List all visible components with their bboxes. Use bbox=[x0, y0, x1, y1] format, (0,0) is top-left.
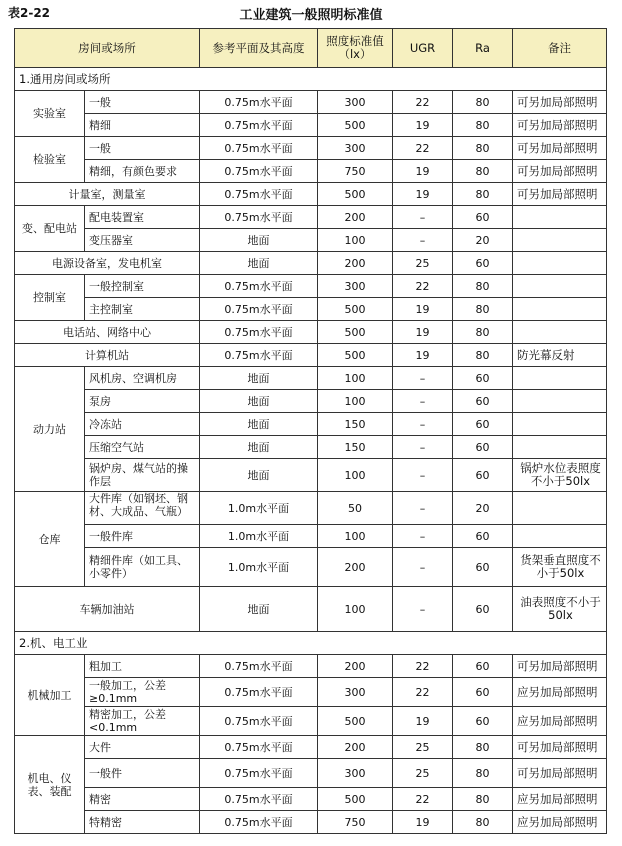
table-row bbox=[15, 344, 607, 367]
ra-cell: 80 bbox=[453, 811, 513, 834]
ra-cell: 80 bbox=[453, 160, 513, 183]
group-cell: 实验室 bbox=[15, 91, 85, 137]
room-cell: 风机房、空调机房 bbox=[85, 367, 200, 390]
table-row bbox=[15, 137, 607, 160]
plane-cell: 0.75m水平面 bbox=[200, 206, 318, 229]
ugr-cell: 19 bbox=[393, 298, 453, 321]
ugr-cell: – bbox=[393, 525, 453, 548]
room-cell: 压缩空气站 bbox=[85, 436, 200, 459]
room-cell: 电源设备室，发电机室 bbox=[15, 252, 200, 275]
room-cell: 精细 bbox=[85, 114, 200, 137]
plane-cell: 地面 bbox=[200, 229, 318, 252]
note-cell bbox=[513, 252, 607, 275]
ugr-cell: – bbox=[393, 229, 453, 252]
plane-cell: 1.0m水平面 bbox=[200, 548, 318, 587]
plane-cell: 地面 bbox=[200, 459, 318, 492]
room-cell: 计算机站 bbox=[15, 344, 200, 367]
ugr-cell: – bbox=[393, 413, 453, 436]
room-cell: 泵房 bbox=[85, 390, 200, 413]
lux-cell: 500 bbox=[318, 298, 393, 321]
ra-cell: 20 bbox=[453, 229, 513, 252]
ra-cell: 60 bbox=[453, 707, 513, 736]
table-row bbox=[15, 275, 607, 298]
room-cell: 计量室，测量室 bbox=[15, 183, 200, 206]
plane-cell: 0.75m水平面 bbox=[200, 811, 318, 834]
lux-cell: 200 bbox=[318, 206, 393, 229]
room-cell: 精细件库（如工具、小零件） bbox=[85, 548, 200, 587]
ugr-cell: 19 bbox=[393, 344, 453, 367]
table-row bbox=[15, 390, 607, 413]
table-title: 工业建筑一般照明标准值 bbox=[239, 8, 383, 23]
note-cell: 可另加局部照明 bbox=[513, 183, 607, 206]
ra-cell: 60 bbox=[453, 525, 513, 548]
ugr-cell: – bbox=[393, 459, 453, 492]
ra-cell: 60 bbox=[453, 587, 513, 632]
ugr-cell: 22 bbox=[393, 788, 453, 811]
ra-cell: 60 bbox=[453, 390, 513, 413]
ugr-cell: 19 bbox=[393, 160, 453, 183]
group-cell: 控制室 bbox=[15, 275, 85, 321]
lux-cell: 500 bbox=[318, 321, 393, 344]
note-cell: 应另加局部照明 bbox=[513, 811, 607, 834]
ra-cell: 60 bbox=[453, 206, 513, 229]
ra-cell: 20 bbox=[453, 492, 513, 525]
ugr-cell: 19 bbox=[393, 811, 453, 834]
table-row bbox=[15, 183, 607, 206]
note-cell bbox=[513, 367, 607, 390]
section-row bbox=[15, 632, 607, 655]
ugr-cell: 22 bbox=[393, 678, 453, 707]
lux-cell: 100 bbox=[318, 459, 393, 492]
ra-cell: 80 bbox=[453, 321, 513, 344]
note-cell bbox=[513, 390, 607, 413]
plane-cell: 0.75m水平面 bbox=[200, 655, 318, 678]
room-cell: 锅炉房、煤气站的操作层 bbox=[85, 459, 200, 492]
lux-cell: 200 bbox=[318, 548, 393, 587]
group-cell: 机械加工 bbox=[15, 655, 85, 736]
lux-cell: 150 bbox=[318, 413, 393, 436]
section-title: 1.通用房间或场所 bbox=[15, 68, 607, 91]
table-row bbox=[15, 91, 607, 114]
room-cell: 一般加工，公差≥0.1mm bbox=[85, 678, 200, 707]
note-cell: 应另加局部照明 bbox=[513, 707, 607, 736]
ugr-cell: – bbox=[393, 548, 453, 587]
room-cell: 车辆加油站 bbox=[15, 587, 200, 632]
ra-cell: 60 bbox=[453, 436, 513, 459]
table-row bbox=[15, 736, 607, 759]
ugr-cell: 19 bbox=[393, 183, 453, 206]
plane-cell: 0.75m水平面 bbox=[200, 344, 318, 367]
plane-cell: 0.75m水平面 bbox=[200, 678, 318, 707]
header-plane: 参考平面及其高度 bbox=[200, 29, 318, 68]
note-cell: 应另加局部照明 bbox=[513, 678, 607, 707]
table-row bbox=[15, 206, 607, 229]
lux-cell: 300 bbox=[318, 759, 393, 788]
table-caption bbox=[0, 0, 622, 22]
room-cell: 特精密 bbox=[85, 811, 200, 834]
room-cell: 一般件库 bbox=[85, 525, 200, 548]
lux-cell: 300 bbox=[318, 275, 393, 298]
room-cell: 精细，有颜色要求 bbox=[85, 160, 200, 183]
ra-cell: 80 bbox=[453, 114, 513, 137]
table-row bbox=[15, 587, 607, 632]
room-cell: 配电装置室 bbox=[85, 206, 200, 229]
lux-cell: 100 bbox=[318, 525, 393, 548]
group-cell: 动力站 bbox=[15, 367, 85, 492]
plane-cell: 地面 bbox=[200, 436, 318, 459]
note-cell: 油表照度不小于50lx bbox=[513, 587, 607, 632]
ra-cell: 60 bbox=[453, 413, 513, 436]
lux-cell: 100 bbox=[318, 229, 393, 252]
lux-cell: 100 bbox=[318, 367, 393, 390]
room-cell: 一般 bbox=[85, 137, 200, 160]
ra-cell: 80 bbox=[453, 298, 513, 321]
ugr-cell: – bbox=[393, 390, 453, 413]
table-row bbox=[15, 548, 607, 587]
note-cell bbox=[513, 413, 607, 436]
header-note: 备注 bbox=[513, 29, 607, 68]
lux-cell: 100 bbox=[318, 587, 393, 632]
table-row bbox=[15, 525, 607, 548]
ra-cell: 80 bbox=[453, 344, 513, 367]
lux-cell: 500 bbox=[318, 183, 393, 206]
ra-cell: 80 bbox=[453, 275, 513, 298]
table-row bbox=[15, 298, 607, 321]
note-cell: 可另加局部照明 bbox=[513, 736, 607, 759]
table-row bbox=[15, 229, 607, 252]
plane-cell: 0.75m水平面 bbox=[200, 275, 318, 298]
room-cell: 电话站、网络中心 bbox=[15, 321, 200, 344]
lux-cell: 750 bbox=[318, 160, 393, 183]
ugr-cell: 22 bbox=[393, 137, 453, 160]
note-cell: 可另加局部照明 bbox=[513, 655, 607, 678]
note-cell: 锅炉水位表照度不小于50lx bbox=[513, 459, 607, 492]
lighting-standard-table bbox=[14, 28, 607, 834]
lux-cell: 200 bbox=[318, 655, 393, 678]
group-cell: 机电、仪表、装配 bbox=[15, 736, 85, 834]
ugr-cell: 19 bbox=[393, 707, 453, 736]
note-cell bbox=[513, 275, 607, 298]
lux-cell: 300 bbox=[318, 678, 393, 707]
lux-cell: 150 bbox=[318, 436, 393, 459]
ugr-cell: – bbox=[393, 436, 453, 459]
group-cell: 仓库 bbox=[15, 492, 85, 587]
lux-cell: 300 bbox=[318, 137, 393, 160]
plane-cell: 0.75m水平面 bbox=[200, 183, 318, 206]
ra-cell: 80 bbox=[453, 137, 513, 160]
room-cell: 一般件 bbox=[85, 759, 200, 788]
room-cell: 冷冻站 bbox=[85, 413, 200, 436]
ra-cell: 60 bbox=[453, 678, 513, 707]
room-cell: 大件库（如钢坯、钢材、大成品、气瓶） bbox=[85, 492, 200, 525]
room-cell: 一般 bbox=[85, 91, 200, 114]
table-row bbox=[15, 436, 607, 459]
section-title: 2.机、电工业 bbox=[15, 632, 607, 655]
ra-cell: 60 bbox=[453, 367, 513, 390]
table-row bbox=[15, 655, 607, 678]
note-cell bbox=[513, 492, 607, 525]
ra-cell: 60 bbox=[453, 459, 513, 492]
room-cell: 大件 bbox=[85, 736, 200, 759]
ra-cell: 80 bbox=[453, 91, 513, 114]
plane-cell: 0.75m水平面 bbox=[200, 707, 318, 736]
lux-cell: 200 bbox=[318, 252, 393, 275]
header-ra: Ra bbox=[453, 29, 513, 68]
note-cell: 应另加局部照明 bbox=[513, 788, 607, 811]
note-cell bbox=[513, 525, 607, 548]
table-row bbox=[15, 678, 607, 707]
note-cell: 可另加局部照明 bbox=[513, 759, 607, 788]
plane-cell: 0.75m水平面 bbox=[200, 160, 318, 183]
lux-cell: 500 bbox=[318, 114, 393, 137]
plane-cell: 0.75m水平面 bbox=[200, 91, 318, 114]
ugr-cell: 22 bbox=[393, 655, 453, 678]
lux-cell: 750 bbox=[318, 811, 393, 834]
note-cell bbox=[513, 229, 607, 252]
header-room: 房间或场所 bbox=[15, 29, 200, 68]
lux-cell: 50 bbox=[318, 492, 393, 525]
table-row bbox=[15, 811, 607, 834]
table-row bbox=[15, 160, 607, 183]
plane-cell: 0.75m水平面 bbox=[200, 137, 318, 160]
note-cell bbox=[513, 206, 607, 229]
note-cell: 可另加局部照明 bbox=[513, 160, 607, 183]
room-cell: 一般控制室 bbox=[85, 275, 200, 298]
plane-cell: 地面 bbox=[200, 413, 318, 436]
ugr-cell: – bbox=[393, 587, 453, 632]
ra-cell: 60 bbox=[453, 548, 513, 587]
note-cell bbox=[513, 298, 607, 321]
ra-cell: 80 bbox=[453, 759, 513, 788]
table-row bbox=[15, 788, 607, 811]
lux-cell: 200 bbox=[318, 736, 393, 759]
room-cell: 精密加工，公差<0.1mm bbox=[85, 707, 200, 736]
note-cell: 可另加局部照明 bbox=[513, 137, 607, 160]
ra-cell: 60 bbox=[453, 252, 513, 275]
ra-cell: 80 bbox=[453, 183, 513, 206]
note-cell: 货架垂直照度不小于50lx bbox=[513, 548, 607, 587]
table-number: 表2-22 bbox=[8, 6, 51, 20]
ugr-cell: – bbox=[393, 492, 453, 525]
ugr-cell: – bbox=[393, 367, 453, 390]
plane-cell: 0.75m水平面 bbox=[200, 321, 318, 344]
table-row bbox=[15, 492, 607, 525]
ugr-cell: – bbox=[393, 206, 453, 229]
room-cell: 精密 bbox=[85, 788, 200, 811]
lux-cell: 500 bbox=[318, 707, 393, 736]
table-row bbox=[15, 252, 607, 275]
group-cell: 变、配电站 bbox=[15, 206, 85, 252]
header-lux: 照度标准值（lx） bbox=[318, 29, 393, 68]
room-cell: 粗加工 bbox=[85, 655, 200, 678]
section-row bbox=[15, 68, 607, 91]
ugr-cell: 25 bbox=[393, 759, 453, 788]
ugr-cell: 19 bbox=[393, 321, 453, 344]
table-row bbox=[15, 321, 607, 344]
lux-cell: 300 bbox=[318, 91, 393, 114]
lux-cell: 500 bbox=[318, 344, 393, 367]
table-row bbox=[15, 114, 607, 137]
note-cell: 防光幕反射 bbox=[513, 344, 607, 367]
ra-cell: 80 bbox=[453, 788, 513, 811]
plane-cell: 地面 bbox=[200, 390, 318, 413]
header-ugr: UGR bbox=[393, 29, 453, 68]
plane-cell: 地面 bbox=[200, 587, 318, 632]
ugr-cell: 22 bbox=[393, 91, 453, 114]
ugr-cell: 19 bbox=[393, 114, 453, 137]
plane-cell: 0.75m水平面 bbox=[200, 759, 318, 788]
plane-cell: 地面 bbox=[200, 367, 318, 390]
plane-cell: 1.0m水平面 bbox=[200, 525, 318, 548]
note-cell: 可另加局部照明 bbox=[513, 114, 607, 137]
ra-cell: 60 bbox=[453, 655, 513, 678]
room-cell: 主控制室 bbox=[85, 298, 200, 321]
table-row bbox=[15, 459, 607, 492]
table-row bbox=[15, 367, 607, 390]
table-row bbox=[15, 413, 607, 436]
ugr-cell: 22 bbox=[393, 275, 453, 298]
ugr-cell: 25 bbox=[393, 736, 453, 759]
plane-cell: 1.0m水平面 bbox=[200, 492, 318, 525]
ra-cell: 80 bbox=[453, 736, 513, 759]
note-cell: 可另加局部照明 bbox=[513, 91, 607, 114]
plane-cell: 地面 bbox=[200, 252, 318, 275]
ugr-cell: 25 bbox=[393, 252, 453, 275]
note-cell bbox=[513, 436, 607, 459]
note-cell bbox=[513, 321, 607, 344]
plane-cell: 0.75m水平面 bbox=[200, 114, 318, 137]
lux-cell: 100 bbox=[318, 390, 393, 413]
lux-cell: 500 bbox=[318, 788, 393, 811]
table-row bbox=[15, 759, 607, 788]
plane-cell: 0.75m水平面 bbox=[200, 298, 318, 321]
plane-cell: 0.75m水平面 bbox=[200, 788, 318, 811]
header-row bbox=[15, 29, 607, 68]
group-cell: 检验室 bbox=[15, 137, 85, 183]
table-row bbox=[15, 707, 607, 736]
room-cell: 变压器室 bbox=[85, 229, 200, 252]
plane-cell: 0.75m水平面 bbox=[200, 736, 318, 759]
